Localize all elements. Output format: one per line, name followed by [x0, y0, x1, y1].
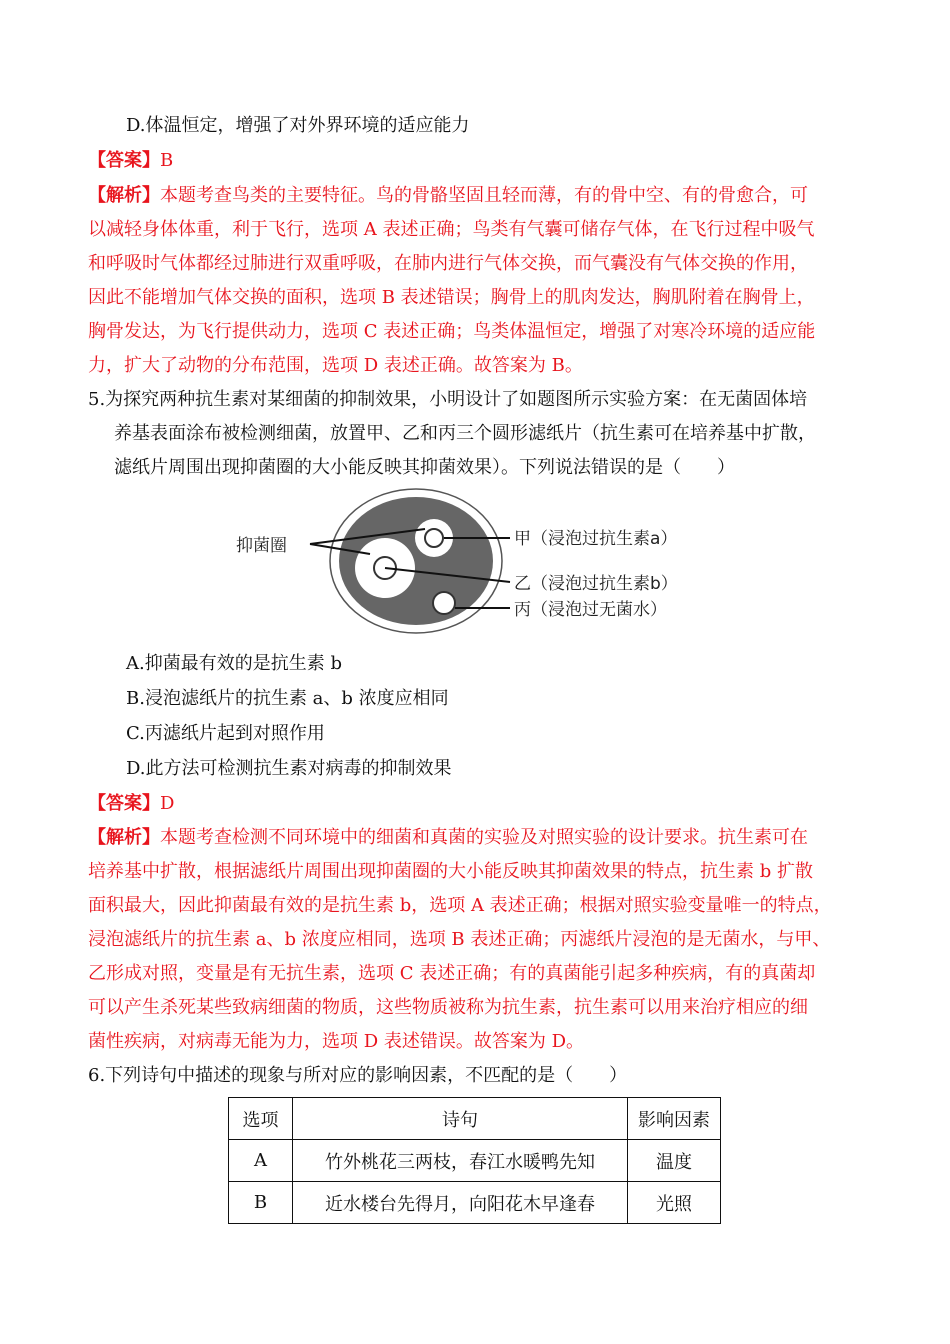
label-jia: 甲（浸泡过抗生素a）: [514, 529, 678, 549]
q4-analysis-line-1: [88, 184, 808, 208]
q5-option-b: B.浸泡滤纸片的抗生素 a、b 浓度应相同: [126, 688, 449, 709]
answer-value: D: [160, 793, 175, 814]
table-row: [229, 1182, 721, 1224]
q5-stem-line-2: 养基表面涂布被检测细菌，放置甲、乙和丙三个圆形滤纸片（抗生素可在培养基中扩散，: [114, 423, 816, 444]
answer-tag: 【答案】: [88, 150, 160, 171]
header-option: 选项: [229, 1098, 293, 1140]
table-row: [229, 1140, 721, 1182]
analysis-text: 本题考查检测不同环境中的细菌和真菌的实验及对照实验的设计要求。抗生素可在: [160, 827, 808, 848]
q5-answer: [88, 792, 174, 816]
q5-analysis-line-3: 面积最大，因此抑菌最有效的是抗生素 b，选项 A 表述正确；根据对照实验变量唯一的特点，: [88, 895, 832, 916]
label-inhibition-zone: 抑菌圈: [236, 536, 287, 556]
q5-option-c: C.丙滤纸片起到对照作用: [126, 723, 325, 744]
answer-tag: 【答案】: [88, 793, 160, 814]
table-header-row: [229, 1098, 721, 1140]
q6-stem: 6.下列诗句中描述的现象与所对应的影响因素，不匹配的是（ ）: [88, 1065, 628, 1086]
analysis-tag: 【解析】: [88, 827, 160, 848]
q5-option-d: D.此方法可检测抗生素对病毒的抑制效果: [126, 758, 452, 779]
q4-analysis-line-4: 因此不能增加气体交换的面积，选项 B 表述错误；胸骨上的肌肉发达，胸肌附着在胸骨上，: [88, 287, 815, 308]
label-bing: 丙（浸泡过无菌水）: [514, 600, 667, 620]
header-poem: 诗句: [293, 1098, 628, 1140]
petri-dish-figure: [230, 486, 730, 638]
poem-factor-table: [228, 1097, 721, 1224]
q5-analysis-line-1: [88, 826, 808, 850]
cell-poem: 近水楼台先得月，向阳花木早逢春: [293, 1182, 628, 1224]
q5-analysis-line-6: 可以产生杀死某些致病细菌的物质，这些物质被称为抗生素，抗生素可以用来治疗相应的细: [88, 997, 808, 1018]
cell-factor: 温度: [628, 1140, 721, 1182]
q5-analysis-line-4: 浸泡滤纸片的抗生素 a、b 浓度应相同，选项 B 表述正确；丙滤纸片浸泡的是无菌水，与甲、: [88, 929, 831, 950]
q5-option-a: A.抑菌最有效的是抗生素 b: [126, 653, 342, 674]
answer-value: B: [160, 150, 174, 171]
q5-analysis-line-7: 菌性疾病，对病毒无能为力，选项 D 表述错误。故答案为 D。: [88, 1031, 585, 1052]
q4-analysis-line-2: 以减轻身体体重，利于飞行，选项 A 表述正确；鸟类有气囊可储存气体，在飞行过程中吸气: [88, 219, 815, 240]
q5-analysis-line-2: 培养基中扩散，根据滤纸片周围出现抑菌圈的大小能反映其抑菌效果的特点，抗生素 b 扩散: [88, 861, 813, 882]
cell-poem: 竹外桃花三两枝，春江水暖鸭先知: [293, 1140, 628, 1182]
analysis-tag: 【解析】: [88, 185, 160, 206]
label-yi: 乙（浸泡过抗生素b）: [514, 574, 678, 594]
cell-factor: 光照: [628, 1182, 721, 1224]
header-factor: 影响因素: [628, 1098, 721, 1140]
q4-answer: [88, 149, 173, 173]
filter-paper-bing: [433, 592, 455, 614]
filter-paper-jia: [425, 529, 443, 547]
cell-option: B: [229, 1182, 293, 1224]
analysis-text: 本题考查鸟类的主要特征。鸟的骨骼坚固且轻而薄，有的骨中空、有的骨愈合，可: [160, 185, 808, 206]
q5-analysis-line-5: 乙形成对照，变量是有无抗生素，选项 C 表述正确；有的真菌能引起多种疾病，有的真菌却: [88, 963, 816, 984]
q5-stem-line-1: 5.为探究两种抗生素对某细菌的抑制效果，小明设计了如题图所示实验方案：在无菌固体培: [88, 389, 808, 410]
q4-analysis-line-3: 和呼吸时气体都经过肺进行双重呼吸，在肺内进行气体交换，而气囊没有气体交换的作用，: [88, 253, 808, 274]
cell-option: A: [229, 1140, 293, 1182]
q4-option-d: D.体温恒定，增强了对外界环境的适应能力: [126, 115, 470, 136]
q4-analysis-line-6: 力，扩大了动物的分布范围，选项 D 表述正确。故答案为 B。: [88, 355, 583, 376]
q4-analysis-line-5: 胸骨发达，为飞行提供动力，选项 C 表述正确；鸟类体温恒定，增强了对寒冷环境的适应能: [88, 321, 816, 342]
q5-stem-line-3: 滤纸片周围出现抑菌圈的大小能反映其抑菌效果）。下列说法错误的是（ ）: [114, 457, 735, 478]
